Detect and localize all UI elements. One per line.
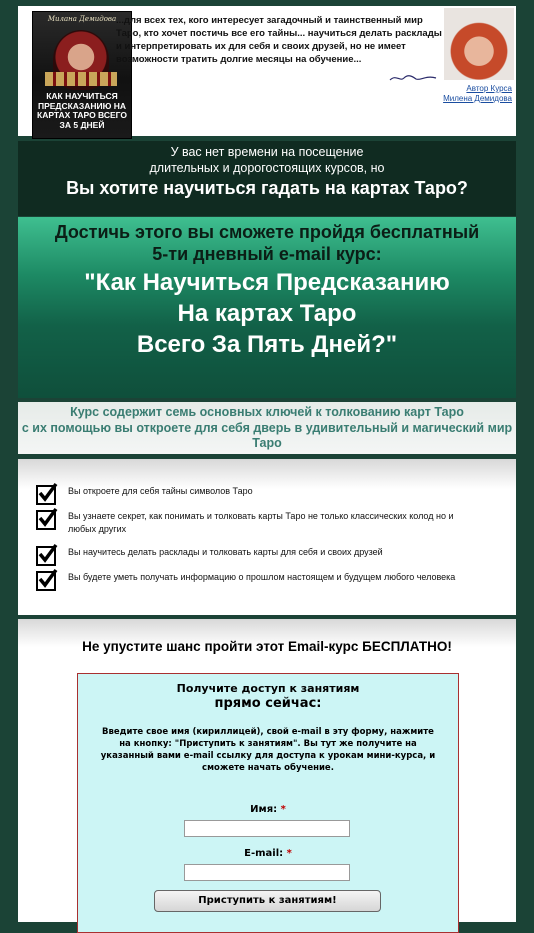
book-title: КАК НАУЧИТЬСЯ ПРЕДСКАЗАНИЮ НА КАРТАХ ТАРО ВСЕГО ЗА 5 ДНЕЙ [37, 91, 127, 130]
author-caption-line2[interactable]: Милена Демидова [443, 94, 512, 103]
question-headline: Вы хотите научиться гадать на картах Таро? [66, 178, 468, 198]
benefit-text: Вы научитесь делать расклады и толковать карты для себя и своих друзей [68, 547, 383, 557]
required-mark: * [286, 848, 292, 859]
benefit-text: Вы узнаете секрет, как понимать и толковать карты Таро не только классических колод но и любых других [68, 511, 454, 534]
email-label [78, 848, 458, 859]
name-input[interactable] [184, 820, 350, 837]
signup-form [77, 673, 459, 933]
author-caption[interactable] [443, 84, 512, 104]
benefits-list [18, 459, 516, 615]
offer-line2: 5-ти дневный e-mail курс: [152, 244, 382, 264]
keys-block [18, 402, 516, 454]
signup-section [18, 619, 516, 922]
offer-line1: Достичь этого вы сможете пройдя бесплатный [54, 222, 480, 242]
form-instructions: Введите свое имя (кириллицей), свой e-mail в эту форму, нажмите на кнопку: "Приступить к занятиям". Вы тут же получите на указанный вами e-mail ссылку для доступа к урокам мини-курса, и сможете начать обучение. [100, 727, 436, 773]
author-caption-line1[interactable]: Автор Курса [466, 84, 512, 93]
signup-headline: Не упустите шанс пройти этот Email-курс БЕСПЛАТНО! [82, 639, 452, 654]
benefit-text: Вы откроете для себя тайны символов Таро [68, 486, 253, 496]
email-input[interactable] [184, 864, 350, 881]
offer-block [18, 217, 516, 398]
checkmark-icon [36, 485, 56, 505]
checkmark-icon [36, 571, 56, 591]
checkmark-icon [36, 546, 56, 566]
header-panel [18, 6, 516, 136]
book-author: Милана Демидова [47, 15, 117, 23]
submit-button[interactable]: Приступить к занятиям! [154, 890, 381, 912]
question-line2: длительных и дорогостоящих курсов, но [149, 161, 385, 175]
intro-text: ...для всех тех, кого интересует загадочный и таинственный мир Таро, кто хочет постичь все его тайны... научиться делать расклады и интерпретировать их для себя и своих друзей, но не имеет возможности тратить долгие месяцы на обучение... [116, 15, 442, 65]
form-subtitle: прямо сейчас: [214, 696, 322, 711]
name-label-text: Имя: [250, 804, 278, 815]
course-title-line1: "Как Научиться Предсказанию [84, 269, 450, 296]
signature-icon [388, 72, 438, 84]
benefit-text: Вы будете уметь получать информацию о прошлом настоящем и будущем любого человека [68, 572, 456, 582]
author-photo [444, 8, 514, 80]
question-line1: У вас нет времени на посещение [170, 145, 364, 159]
course-title-line3: Всего За Пять Дней?" [136, 331, 398, 358]
checkmark-icon [36, 510, 56, 530]
tarot-cards-illustration [45, 72, 117, 86]
form-title: Получите доступ к занятиям [176, 682, 360, 695]
required-mark: * [280, 804, 286, 815]
question-block [18, 141, 516, 216]
keys-line1: Курс содержит семь основных ключей к толкованию карт Таро [70, 405, 464, 419]
name-label [78, 804, 458, 815]
keys-line2: с их помощью вы откроете для себя дверь в удивительный и магический мир Таро [21, 420, 513, 450]
course-title-line2: На картах Таро [177, 300, 357, 327]
email-label-text: E-mail: [244, 848, 284, 859]
